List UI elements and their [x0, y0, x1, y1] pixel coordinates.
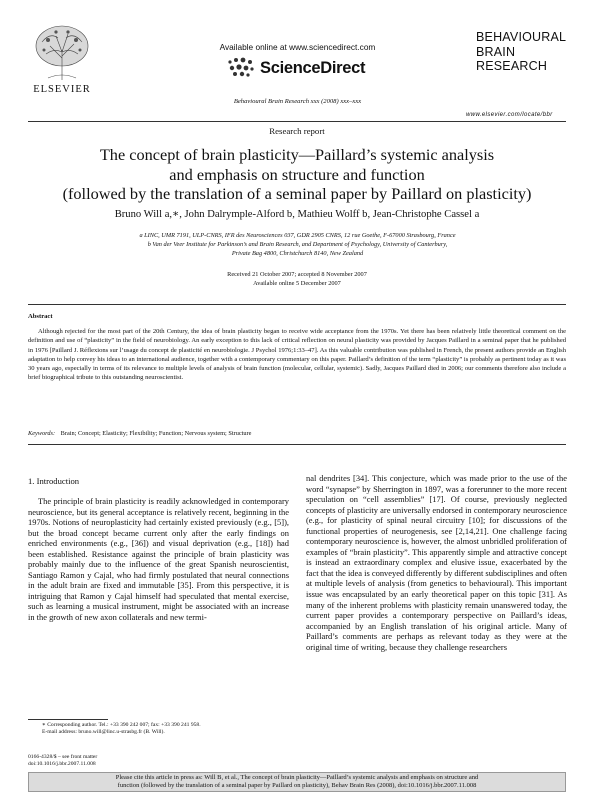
- abstract-text: Although rejected for the most part of the 20th Century, the idea of brain plasticity began to receive wide acceptance from the 1970s. Yet there has been relatively little theoretical comment on the definition and use of “plasticity” in the field of neurobiology. An early exception to this lack of critical reflection on neural plasticity was provided by Jacques Paillard in a seminal paper that he published in 1976 [Paillard J. Réflexions sur l’usage du concept de plasticité en neurobiologie. J Psychol 1976;1:33–47]. As this valuable contribution was published in French, the present authors provide an English adaptation to help convey his ideas to an international audience, together with a contemporary commentary on this paper. Paillard’s definition of the term “plasticity” is probably as pertinent today as it was 30 years ago, especially in terms of its relevance to multiple levels of analysis of brain function (molecular, cellular, systemic). Sadly, Jacques Paillard died in 2006; our comments therefore also include a brief biographical tribute to this outstanding neuroscientist.: [28, 328, 566, 382]
- affiliation-a: a LINC, UMR 7191, ULP-CNRS, IFR des Neurosciences 037, GDR 2905 CNRS, 12 rue Goethe, F-67000 Strasbourg, France: [139, 232, 456, 239]
- abstract-bottom-rule: [28, 444, 566, 445]
- email-note[interactable]: E-mail address: bruno.will@linc.u-strasbg.fr (B. Will).: [42, 729, 165, 736]
- footnote-rule: [28, 719, 108, 720]
- issn-line: 0166-4328/$ – see front matter: [28, 754, 98, 760]
- received-date: Received 21 October 2007; accepted 8 November 2007: [227, 271, 367, 278]
- journal-logo-line-3: RESEARCH: [476, 59, 548, 73]
- title-line-1: The concept of brain plasticity—Paillard’s systemic analysis: [99, 145, 495, 164]
- body-right-paragraph: nal dendrites [34]. This conjecture, which was made prior to the use of the word “synapse” by Sherrington in 1897, was a forerunner to the more recent speculation on “cell assemblies” [17]. Of course, previously neglected concepts of plasticity are universally endorsed in contemporary neuroscience (e.g., for plasticity of spinal neural circuitry [10]; for discussions of the functional properties of neurogenesis, see [2,14,21]. One challenge facing contemporary neuroscience is, however, the almost unbridled proliferation of examples of “brain plasticity”. This apparently simple and attractive concept is instead an extraordinary complex and elusive issue, exacerbated by the fact that the idea is conveyed differently by different subdisciplines and often at multiple levels of analysis (from genetics to behavioural). This important issue was encapsulated by an early theoretical paper on this topic [31]. As many of the inherent problems with plasticity remain unanswered today, the current paper provides a contemporary perspective on Paillard’s ideas, accompanied by an English translation of his original article. Many of Paillard’s comments are perhaps as relevant today as they were at the original time of writing, because they challenge researchers: [306, 473, 567, 652]
- author-list: Bruno Will a,∗, John Dalrymple-Alford b, Mathieu Wolff b, Jean-Christophe Cassel a: [114, 209, 480, 220]
- citation-line-2: function (followed by the translation of a seminal paper by Paillard on plasticity), Behav Brain Res (2008), doi:: [117, 782, 408, 790]
- section-heading: 1. Introduction: [28, 476, 80, 486]
- journal-line: Behavioural Brain Research xxx (2008) xxx–xxx: [233, 98, 362, 105]
- journal-logo-line-2: BRAIN: [476, 44, 516, 59]
- article-type: Research report: [269, 126, 325, 136]
- abstract-top-rule: [28, 304, 566, 305]
- title-line-2: and emphasis on structure and function: [169, 164, 425, 184]
- abstract-heading: Abstract: [28, 313, 53, 320]
- journal-url[interactable]: www.elsevier.com/locate/bbr: [466, 112, 553, 118]
- sciencedirect-logo: [226, 55, 365, 81]
- keywords: [28, 430, 566, 437]
- sciencedirect-dots-icon: [226, 56, 256, 80]
- doi-line[interactable]: doi:10.1016/j.bbr.2007.11.008: [28, 761, 96, 768]
- available-online-text: Available online at www.sciencedirect.com: [219, 42, 376, 52]
- keywords-label: Keywords:: [28, 430, 56, 437]
- elsevier-logo: [28, 22, 96, 95]
- article-dates: [28, 270, 566, 288]
- journal-logo-line-1: BEHAVIOURAL: [476, 30, 567, 44]
- citation-box: [28, 772, 566, 792]
- article-title: [28, 145, 566, 204]
- journal-logo: [476, 30, 584, 74]
- body-left-column: The principle of brain plasticity is readily acknowledged in contemporary neuroscience, but its general acceptance is relatively recent, beginning in the 1970s. Notions of neuroplasticity had certainly existed previously (e.g., [5]), but the broad concept became current only after the early findings on enriched environments (e.g., [36]) and visual deprivation (e.g., [18]) had been established. Resistance against the principle of brain plasticity was probably mainly due to the influence of the great Spanish neuroscientist, Santiago Ramon y Cajal, who had firmly postulated that neural connections in the adult brain are fixed and immutable [35]. From this perspective, it is intriguing that Ramon y Cajal himself had speculated that mental exercise, such as learning a musical instrument, might be associated with an increase in the growth of new axon collaterals and new termi-: [28, 496, 289, 623]
- elsevier-tree-icon: [28, 22, 96, 82]
- affiliation-b-cont: Private Bag 4800, Christchurch 8140, New Zealand: [231, 250, 364, 258]
- keywords-list: Brain; Concept; Elasticity; Flexibility; Function; Nervous system; Structure: [60, 430, 252, 437]
- available-date: Available online 5 December 2007: [253, 280, 341, 288]
- issn-block: [28, 754, 289, 769]
- body-right-column: [306, 473, 567, 652]
- footnotes: [28, 722, 289, 736]
- citation-doi-link[interactable]: 10.1016/j.bbr.2007.11.008: [407, 782, 477, 790]
- citation-line-1: Please cite this article in press as: Will B, et al., The concept of brain plasticity—Paillard’s systemic analysis and emphasis on structure and: [115, 774, 479, 781]
- publisher-name: ELSEVIER: [33, 84, 91, 95]
- header-rule: [28, 121, 566, 122]
- affiliation-b: b Van der Veer Institute for Parkinson’s and Brain Research, and Department of Psychology, University of Canterbury,: [147, 241, 448, 249]
- title-line-3: (followed by the translation of a seminal paper by Paillard on plasticity): [62, 184, 532, 203]
- affiliations: [40, 231, 555, 259]
- corresponding-author-note: ∗ Corresponding author. Tel.: +33 390 242 007; fax: +33 390 241 958.: [42, 722, 201, 728]
- sciencedirect-wordmark: ScienceDirect: [260, 58, 366, 77]
